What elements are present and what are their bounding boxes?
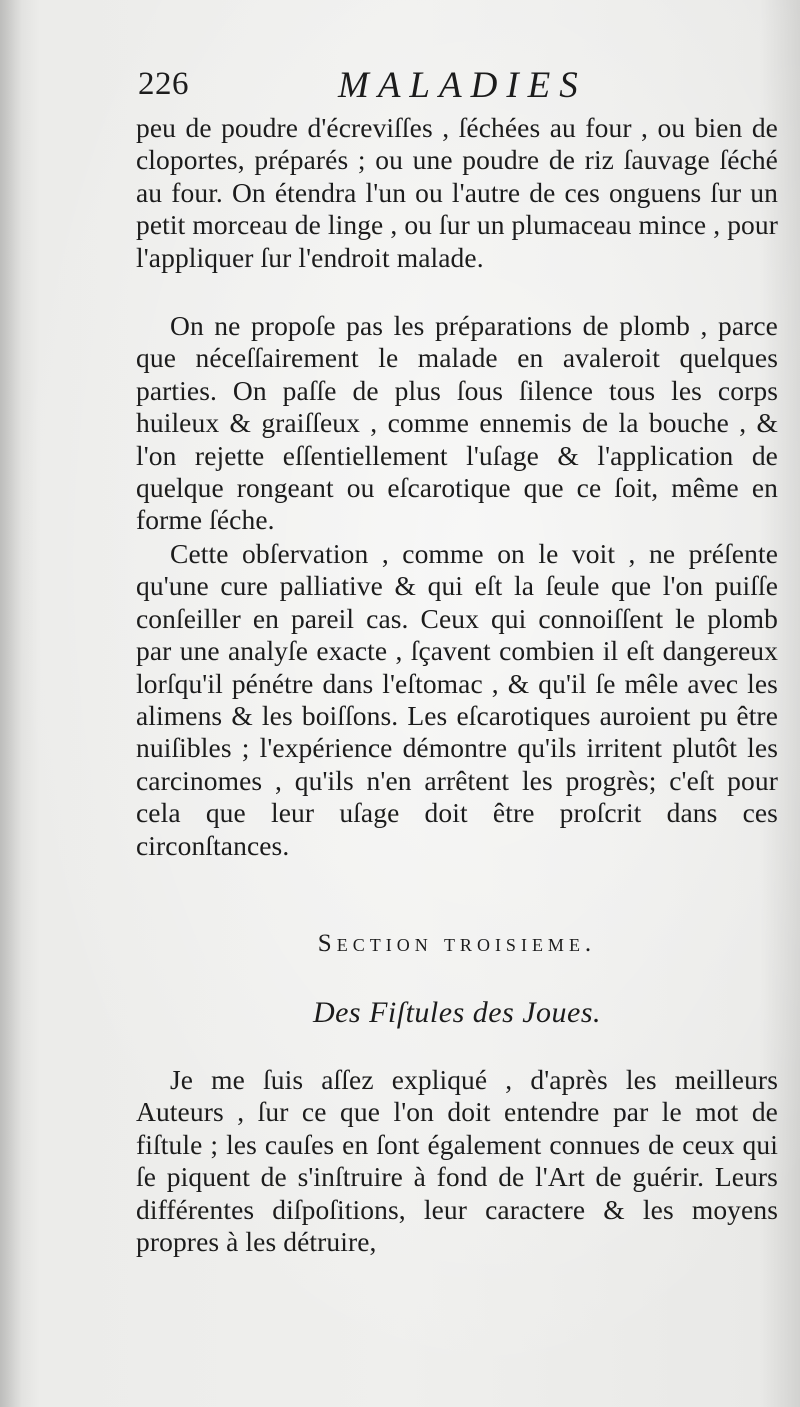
paragraph-text: peu de poudre d'écreviſſes , ſéchées au four , ou bien de cloportes, préparés ; ou une poudre de riz ſauvage ſéché au four. On étendra l'un ou l'autre de ces onguens ſur un petit morceau de linge , ou ſur un plumaceau mince , pour l'appliquer ſur l'endroit malade. (136, 112, 778, 273)
gutter-shadow (0, 0, 22, 1407)
paragraph-text: Cette obſervation , comme on le voit , ne préſente qu'une cure palliative & qui eſt la ſeule que l'on puiſſe conſeiller en pareil cas. Ceux qui connoiſſent le plomb par une analyſe exacte , ſçavent combien il eſt dangereux lorſqu'il pénétre dans l'eſtomac , & qu'il ſe mêle avec les alimens & les boiſſons. Les eſcarotiques auroient pu être nuiſibles ; l'expérience démontre qu'ils irritent plutôt les carcinomes , qu'ils n'en arrêtent les progrès; c'eſt pour cela que leur uſage doit être proſcrit dans ces circonſtances. (136, 538, 778, 861)
section-heading: Section troisieme. (317, 930, 597, 957)
page-header (138, 62, 778, 110)
page-number: 226 (138, 66, 189, 102)
paragraph-text: Je me ſuis aſſez expliqué , d'après les meilleurs Auteurs , ſur ce que l'on doit entendre par le mot de fiſtule ; les cauſes en ſont également connues de ceux qui ſe piquent de s'inſtruire à fond de l'Art de guérir. Leurs différentes diſpoſitions, leur caractere & les moyens propres à les détruire, (136, 1064, 778, 1258)
running-head: MALADIES (338, 65, 587, 106)
paragraph (136, 538, 778, 862)
paragraph (136, 310, 778, 537)
paragraph-text: On ne propoſe pas les préparations de plomb , parce que néceſſairement le malade en avaleroit quelques parties. On paſſe de plus ſous ſilence tous les corps huileux & graiſſeux , comme ennemis de la bouche , & l'on rejette eſſentiellement l'uſage & l'application de quelque rongeant ou eſcarotique que ce ſoit, même en forme ſéche. (136, 310, 778, 536)
section-subtitle: Des Fiſtules des Joues. (312, 996, 602, 1029)
paragraph (136, 1064, 778, 1258)
paragraph-continuation (136, 112, 778, 274)
